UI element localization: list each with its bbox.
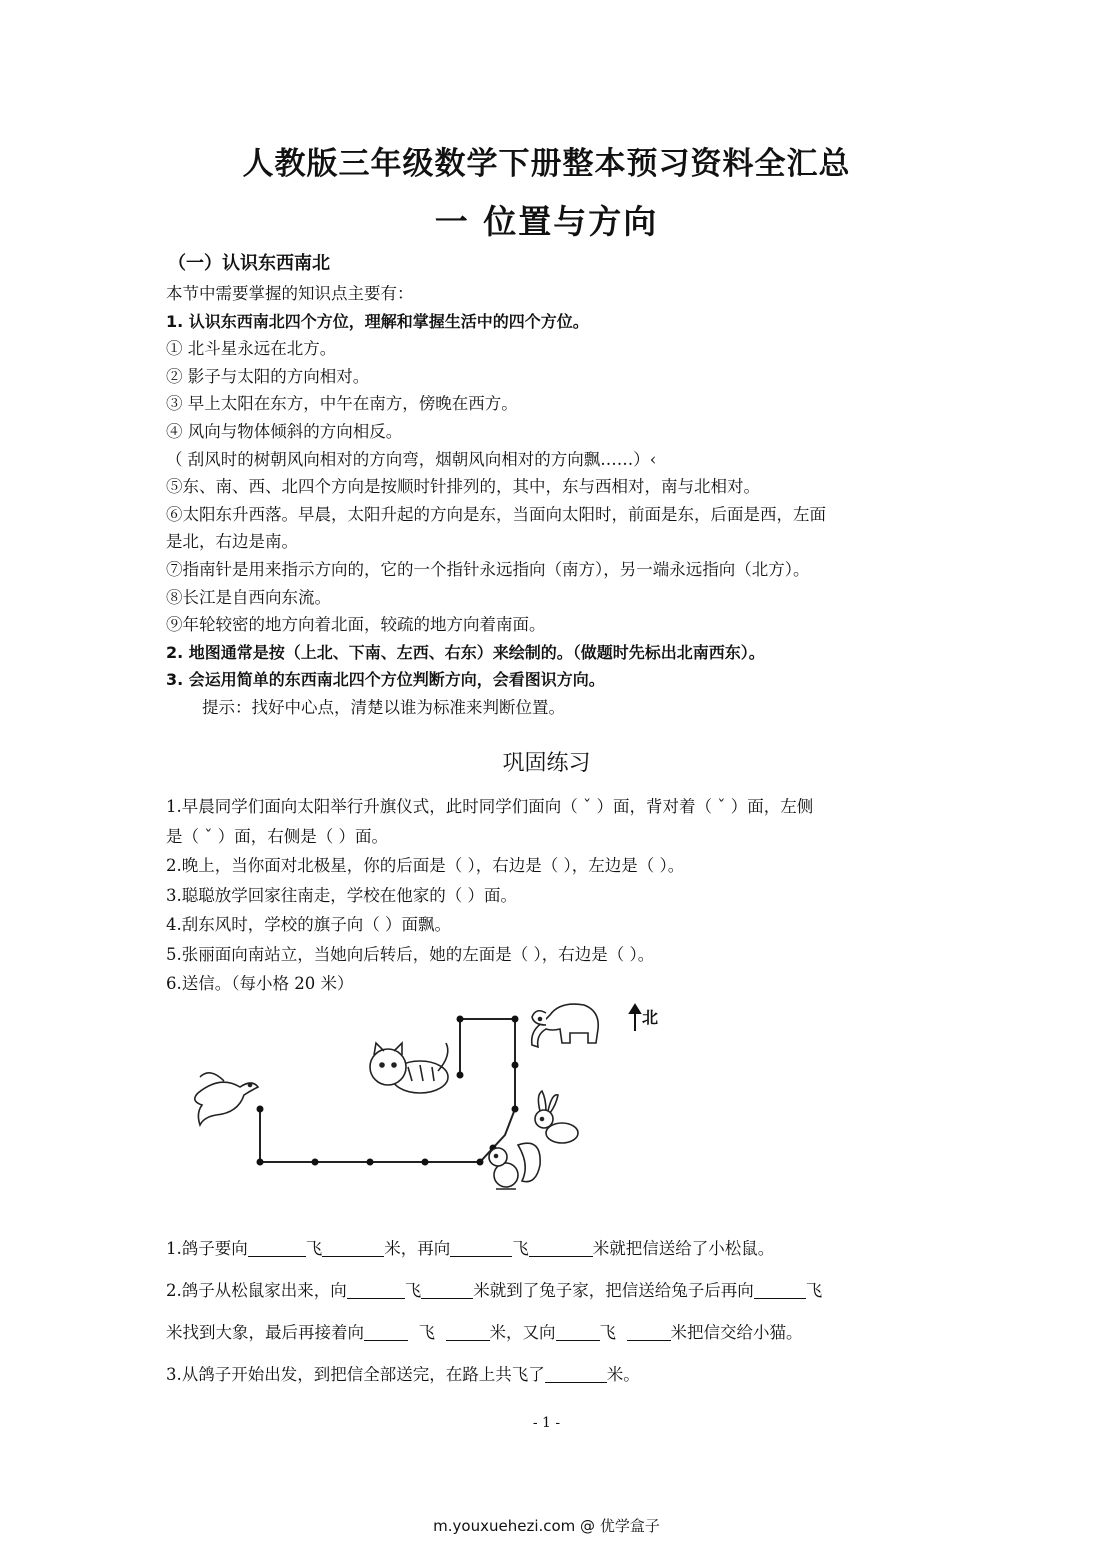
document-title: 人教版三年级数学下册整本预习资料全汇总 — [242, 146, 851, 182]
question-text: 3.从鸽子开始出发，到把信全部送完，在路上共飞了 — [166, 1365, 545, 1384]
list-item: ⑨年轮较密的地方向着北面，较疏的地方向着南面。 — [166, 615, 546, 635]
exercise-line: 是（ ˇ ）面，右侧是（ ）面。 — [166, 826, 388, 846]
list-item: ③ 早上太阳在东方，中午在南方，傍晚在西方。 — [166, 394, 518, 414]
chapter-title: 一 位置与方向 — [434, 202, 659, 241]
question-text: 2.鸽子从松鼠家出来，向 — [166, 1281, 347, 1300]
answer-blank[interactable] — [421, 1280, 473, 1299]
elephant-icon — [532, 1004, 599, 1047]
knowledge-points — [166, 280, 936, 722]
north-label: 北 — [642, 1008, 659, 1027]
practice-title: 巩固练习 — [502, 751, 591, 776]
cat-icon — [370, 1043, 448, 1093]
list-item: ⑤东、南、西、北四个方向是按顺时针排列的，其中，东与西相对，南与北相对。 — [166, 477, 760, 497]
question-text: 飞 — [404, 1281, 422, 1300]
question-3 — [166, 1354, 946, 1396]
exercise-line: 3.聪聪放学回家往南走，学校在他家的（ ）面。 — [166, 885, 517, 905]
question-text: 飞 — [599, 1323, 616, 1342]
list-item: ① 北斗星永远在北方。 — [166, 339, 337, 359]
hint-text: 提示：找好中心点，清楚以谁为标准来判断位置。 — [202, 697, 565, 717]
route-points — [257, 1016, 519, 1166]
question-text: 米就到了兔子家，把信送给兔子后再向 — [473, 1281, 754, 1300]
answer-blank[interactable] — [364, 1322, 408, 1341]
answer-blank[interactable] — [627, 1322, 671, 1341]
point-1: 1. 认识东西南北四个方位，理解和掌握生活中的四个方位。 — [166, 311, 589, 331]
pigeon-icon — [195, 1073, 258, 1125]
exercise-line: 4.刮东风时，学校的旗子向（ ）面飘。 — [166, 915, 451, 934]
question-1 — [166, 1228, 946, 1270]
exercise-line: 5.张丽面向南站立，当她向后转后，她的左面是（ ），右边是（ ）。 — [166, 944, 655, 964]
list-item: ⑥太阳东升西落。早晨，太阳升起的方向是东，当面向太阳时，前面是东，后面是西，左面 — [166, 504, 826, 524]
list-item: ⑦指南针是用来指示方向的，它的一个指针永远指向（南方），另一端永远指向（北方）。 — [166, 559, 810, 579]
list-item: （ 刮风时的树朝风向相对的方向弯，烟朝风向相对的方向飘……）‹ — [166, 449, 657, 469]
answer-blank[interactable] — [322, 1238, 384, 1257]
question-text: 1.鸽子要向 — [166, 1239, 248, 1258]
answer-blank[interactable] — [347, 1280, 405, 1299]
list-item: ④ 风向与物体倾斜的方向相反。 — [166, 421, 403, 441]
intro-text: 本节中需要掌握的知识点主要有： — [166, 284, 414, 303]
question-2 — [166, 1270, 946, 1312]
exercise-line: 1.早晨同学们面向太阳举行升旗仪式，此时同学们面向（ ˇ ）面，背对着（ ˇ ）面，左侧 — [166, 797, 814, 816]
answer-blank[interactable] — [446, 1322, 490, 1341]
question-text: 米，又向 — [489, 1323, 556, 1342]
question-2-continued — [166, 1312, 946, 1354]
route-path — [260, 1019, 515, 1162]
section-title: （一）认识东西南北 — [168, 253, 330, 274]
question-text: 飞 — [512, 1239, 529, 1258]
point-2: 2. 地图通常是按（上北、下南、左西、右东）来绘制的。（做题时先标出北南西东）。 — [166, 642, 765, 662]
page-number: - 1 - — [532, 1415, 561, 1431]
answer-blank[interactable] — [450, 1238, 512, 1257]
question-text: 飞 — [805, 1281, 823, 1300]
exercise-line: 2.晚上，当你面对北极星，你的后面是（ ），右边是（ ），左边是（ ）。 — [166, 856, 685, 875]
north-arrow-icon — [630, 1005, 640, 1031]
squirrel-icon — [489, 1143, 540, 1189]
question-text: 飞 — [418, 1323, 435, 1342]
exercise-line: 6.送信。（每小格 20 米） — [166, 974, 354, 993]
fill-in-questions — [166, 1228, 946, 1396]
rabbit-icon — [535, 1091, 578, 1143]
question-text: 米就把信送给了小松鼠。 — [592, 1239, 775, 1258]
list-item: ② 影子与太阳的方向相对。 — [166, 366, 370, 386]
question-text: 米把信交给小猫。 — [670, 1323, 803, 1342]
answer-blank[interactable] — [754, 1280, 806, 1299]
point-3: 3. 会运用简单的东西南北四个方位判断方向，会看图识方向。 — [166, 670, 605, 690]
list-item: ⑧长江是自西向东流。 — [166, 587, 331, 607]
route-map-figure — [180, 995, 700, 1205]
answer-blank[interactable] — [248, 1238, 306, 1257]
question-text: 米找到大象，最后再接着向 — [166, 1323, 364, 1342]
exercise-list — [166, 792, 946, 999]
question-text: 米，再向 — [384, 1239, 451, 1258]
question-text: 飞 — [305, 1239, 323, 1258]
question-text: 米。 — [606, 1365, 640, 1384]
answer-blank[interactable] — [556, 1322, 600, 1341]
footer-watermark: m.youxuehezi.com @ 优学盒子 — [433, 1517, 660, 1535]
answer-blank[interactable] — [545, 1364, 607, 1383]
list-item: 是北，右边是南。 — [166, 532, 298, 552]
answer-blank[interactable] — [529, 1238, 593, 1257]
